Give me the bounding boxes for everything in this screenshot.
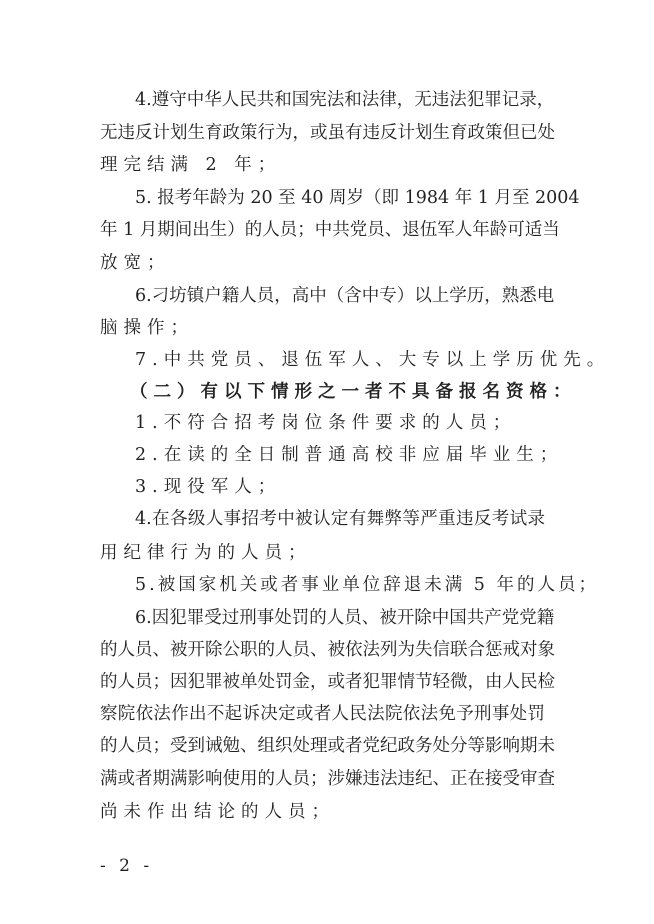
text-line: 4.遵守中华人民共和国宪法和法律，无违法犯罪记录， xyxy=(135,90,555,110)
text-line: 的人员、被开除公职的人员、被依法列为失信联合惩戒对象 xyxy=(100,640,555,660)
text-line: 满或者期满影响使用的人员；涉嫌违法违纪、正在接受审查 xyxy=(100,769,555,789)
text-line: 的人员；因犯罪被单处罚金，或者犯罪情节轻微，由人民检 xyxy=(100,672,555,692)
text-line: 7.中共党员、退伍军人、大专以上学历优先。 xyxy=(135,350,611,370)
text-line: 1.不符合招考岗位条件要求的人员； xyxy=(135,413,517,433)
section-heading: （二）有以下情形之一者不具备报名资格： xyxy=(130,382,577,402)
text-line: 年 1 月期间出生）的人员；中共党员、退伍军人年龄可适当 xyxy=(100,220,560,240)
text-line: 尚未作出结论的人员； xyxy=(100,802,335,822)
text-line: 脑操作； xyxy=(100,318,194,338)
text-line: 理完结满 2 年； xyxy=(100,155,282,175)
text-line: 用纪律行为的人员； xyxy=(100,543,312,563)
text-line: 放宽； xyxy=(100,253,171,273)
text-line: 无违反计划生育政策行为，或虽有违反计划生育政策但已处 xyxy=(100,123,555,143)
text-line: 的人员；受到诫勉、组织处理或者党纪政务处分等影响期未 xyxy=(100,736,555,756)
text-line: 4.在各级人事招考中被认定有舞弊等严重违反考试录 xyxy=(135,509,545,529)
text-line: 5. 报考年龄为 20 至 40 周岁（即 1984 年 1 月至 2004 xyxy=(135,188,580,208)
text-line: 6.因犯罪受过刑事处罚的人员、被开除中国共产党党籍 xyxy=(135,608,555,628)
text-line: 5.被国家机关或者事业单位辞退未满 5 年的人员； xyxy=(135,575,599,595)
text-line: 6.刁坊镇户籍人员，高中（含中专）以上学历，熟悉电 xyxy=(135,286,555,306)
page-number: - 2 - xyxy=(100,856,154,876)
text-line: 2.在读的全日制普通高校非应届毕业生； xyxy=(135,445,564,465)
text-line: 3.现役军人； xyxy=(135,477,282,497)
text-line: 察院依法作出不起诉决定或者人民法院依法免予刑事处罚 xyxy=(100,704,545,724)
